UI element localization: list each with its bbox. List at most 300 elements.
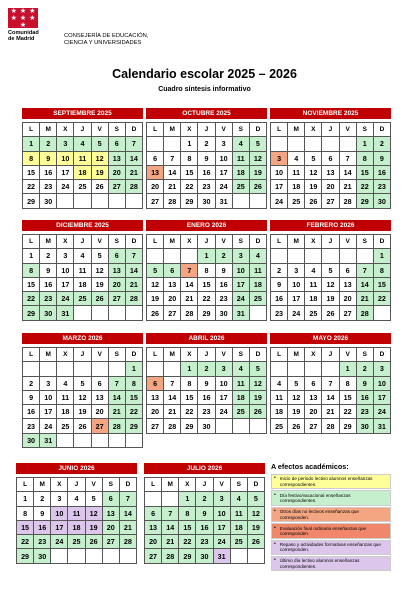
weekday-header: M bbox=[34, 478, 51, 492]
day-cell: 15 bbox=[126, 391, 143, 405]
day-cell: 7 bbox=[126, 249, 143, 263]
weekday-header: D bbox=[374, 123, 391, 137]
day-cell: 13 bbox=[164, 278, 181, 292]
day-cell: 9 bbox=[198, 152, 215, 166]
day-cell: 7 bbox=[340, 152, 357, 166]
day-cell: 9 bbox=[196, 507, 213, 521]
day-cell: 10 bbox=[288, 278, 305, 292]
legend bbox=[271, 462, 391, 572]
day-cell: 25 bbox=[250, 292, 267, 306]
weekday-header: V bbox=[92, 235, 109, 249]
day-cell: 24 bbox=[271, 194, 288, 208]
month-grid bbox=[270, 122, 391, 209]
day-cell: 15 bbox=[17, 521, 34, 535]
empty-cell bbox=[57, 434, 74, 448]
day-cell: 19 bbox=[288, 405, 305, 419]
month-header: JUNIO 2026 bbox=[16, 463, 137, 474]
day-cell: 17 bbox=[51, 521, 68, 535]
month-calendar bbox=[16, 463, 137, 564]
day-cell: 17 bbox=[216, 391, 233, 405]
day-cell: 26 bbox=[250, 405, 267, 419]
day-cell: 29 bbox=[23, 306, 40, 320]
day-cell: 9 bbox=[357, 377, 374, 391]
day-cell: 19 bbox=[248, 521, 265, 535]
day-cell: 22 bbox=[23, 180, 40, 194]
weekday-header: J bbox=[74, 348, 91, 362]
day-cell: 24 bbox=[216, 180, 233, 194]
legend-item bbox=[271, 490, 391, 505]
bullet-icon: • bbox=[274, 540, 276, 547]
day-cell: 2 bbox=[196, 492, 213, 506]
day-cell: 13 bbox=[305, 391, 322, 405]
empty-cell bbox=[68, 549, 85, 563]
day-cell: 26 bbox=[86, 535, 103, 549]
weekday-header: X bbox=[305, 348, 322, 362]
day-cell: 17 bbox=[40, 405, 57, 419]
day-cell: 23 bbox=[198, 405, 215, 419]
weekday-header: J bbox=[322, 235, 339, 249]
empty-cell bbox=[126, 306, 143, 320]
day-cell: 11 bbox=[68, 507, 85, 521]
day-cell: 21 bbox=[181, 292, 198, 306]
weekday-header: X bbox=[57, 235, 74, 249]
day-cell: 28 bbox=[162, 549, 179, 563]
month-grid bbox=[22, 234, 143, 321]
month-header: ABRIL 2026 bbox=[146, 333, 267, 344]
day-cell: 10 bbox=[51, 507, 68, 521]
weekday-header: D bbox=[120, 478, 137, 492]
day-cell: 3 bbox=[57, 137, 74, 151]
day-cell: 27 bbox=[109, 180, 126, 194]
empty-cell bbox=[109, 306, 126, 320]
empty-cell bbox=[288, 362, 305, 376]
day-cell: 19 bbox=[250, 166, 267, 180]
day-cell: 15 bbox=[179, 521, 196, 535]
weekday-header: L bbox=[271, 235, 288, 249]
day-cell: 11 bbox=[288, 166, 305, 180]
empty-cell bbox=[250, 419, 267, 433]
empty-cell bbox=[305, 249, 322, 263]
day-cell: 14 bbox=[162, 521, 179, 535]
month-grid bbox=[22, 122, 143, 209]
weekday-header: V bbox=[214, 478, 231, 492]
day-cell: 7 bbox=[357, 264, 374, 278]
day-cell: 31 bbox=[214, 549, 231, 563]
day-cell: 25 bbox=[233, 180, 250, 194]
empty-cell bbox=[92, 194, 109, 208]
day-cell: 25 bbox=[68, 535, 85, 549]
day-cell: 13 bbox=[322, 166, 339, 180]
day-cell: 29 bbox=[198, 306, 215, 320]
day-cell: 3 bbox=[214, 492, 231, 506]
day-cell: 23 bbox=[271, 306, 288, 320]
month-calendar bbox=[22, 333, 143, 448]
weekday-header: J bbox=[322, 123, 339, 137]
day-cell: 24 bbox=[40, 419, 57, 433]
day-cell: 22 bbox=[198, 292, 215, 306]
day-cell: 5 bbox=[288, 377, 305, 391]
day-cell: 1 bbox=[198, 249, 215, 263]
month-grid bbox=[270, 234, 391, 321]
day-cell: 16 bbox=[196, 521, 213, 535]
weekday-header: D bbox=[250, 348, 267, 362]
day-cell: 15 bbox=[340, 391, 357, 405]
day-cell: 10 bbox=[374, 377, 391, 391]
day-cell: 22 bbox=[340, 405, 357, 419]
day-cell: 1 bbox=[17, 492, 34, 506]
day-cell: 3 bbox=[40, 377, 57, 391]
legend-item bbox=[271, 507, 391, 522]
empty-cell bbox=[92, 434, 109, 448]
day-cell: 28 bbox=[126, 180, 143, 194]
day-cell: 12 bbox=[248, 507, 265, 521]
month-grid bbox=[144, 477, 265, 564]
weekday-header: L bbox=[17, 478, 34, 492]
day-cell: 19 bbox=[92, 278, 109, 292]
legend-text: Inicio de periodo lectivo alumnos enseñanzas correspondientes. bbox=[279, 476, 373, 487]
empty-cell bbox=[233, 194, 250, 208]
day-cell: 16 bbox=[23, 405, 40, 419]
day-cell: 11 bbox=[233, 152, 250, 166]
day-cell: 16 bbox=[34, 521, 51, 535]
day-cell: 1 bbox=[357, 137, 374, 151]
empty-cell bbox=[103, 549, 120, 563]
day-cell: 28 bbox=[120, 535, 137, 549]
day-cell: 17 bbox=[233, 278, 250, 292]
day-cell: 16 bbox=[271, 292, 288, 306]
weekday-header: J bbox=[322, 348, 339, 362]
day-cell: 14 bbox=[322, 391, 339, 405]
day-cell: 26 bbox=[74, 419, 91, 433]
day-cell: 4 bbox=[250, 249, 267, 263]
empty-cell bbox=[164, 137, 181, 151]
day-cell: 12 bbox=[74, 391, 91, 405]
month-grid bbox=[146, 234, 267, 321]
day-cell: 13 bbox=[109, 264, 126, 278]
day-cell: 20 bbox=[147, 180, 164, 194]
month-calendar bbox=[146, 220, 267, 321]
empty-cell bbox=[340, 137, 357, 151]
legend-text: Último día lectivo alumnos enseñanzas correspondientes. bbox=[279, 558, 360, 569]
day-cell: 28 bbox=[164, 419, 181, 433]
day-cell: 3 bbox=[51, 492, 68, 506]
day-cell: 6 bbox=[340, 264, 357, 278]
day-cell: 14 bbox=[126, 152, 143, 166]
day-cell: 4 bbox=[233, 362, 250, 376]
month-header: DICIEMBRE 2025 bbox=[22, 220, 143, 231]
day-cell: 5 bbox=[92, 137, 109, 151]
day-cell: 12 bbox=[288, 391, 305, 405]
month-calendar bbox=[146, 108, 267, 209]
month-calendar bbox=[270, 220, 391, 321]
department-name: CONSEJERÍA DE EDUCACIÓN, CIENCIA Y UNIVERSIDADES bbox=[64, 33, 149, 46]
day-cell: 2 bbox=[34, 492, 51, 506]
day-cell: 20 bbox=[145, 535, 162, 549]
day-cell: 19 bbox=[74, 405, 91, 419]
day-cell: 9 bbox=[23, 391, 40, 405]
day-cell: 18 bbox=[68, 521, 85, 535]
weekday-header: V bbox=[86, 478, 103, 492]
day-cell: 26 bbox=[322, 306, 339, 320]
weekday-header: X bbox=[305, 235, 322, 249]
day-cell: 19 bbox=[322, 292, 339, 306]
weekday-header: V bbox=[340, 235, 357, 249]
day-cell: 20 bbox=[305, 405, 322, 419]
weekday-header: D bbox=[250, 235, 267, 249]
day-cell: 28 bbox=[322, 419, 339, 433]
empty-cell bbox=[271, 249, 288, 263]
empty-cell bbox=[126, 194, 143, 208]
day-cell: 20 bbox=[109, 166, 126, 180]
day-cell: 13 bbox=[145, 521, 162, 535]
weekday-header: S bbox=[357, 235, 374, 249]
day-cell: 4 bbox=[233, 137, 250, 151]
empty-cell bbox=[305, 137, 322, 151]
day-cell: 3 bbox=[233, 249, 250, 263]
day-cell: 8 bbox=[17, 507, 34, 521]
day-cell: 2 bbox=[271, 264, 288, 278]
day-cell: 9 bbox=[198, 377, 215, 391]
weekday-header: M bbox=[40, 235, 57, 249]
day-cell: 14 bbox=[126, 264, 143, 278]
day-cell: 29 bbox=[181, 419, 198, 433]
legend-text: Día festivo/vacacional enseñanzas correspondientes. bbox=[279, 492, 351, 504]
day-cell: 10 bbox=[233, 264, 250, 278]
empty-cell bbox=[374, 306, 391, 320]
weekday-header: V bbox=[216, 235, 233, 249]
day-cell: 25 bbox=[74, 180, 91, 194]
day-cell: 5 bbox=[250, 137, 267, 151]
weekday-header: X bbox=[181, 348, 198, 362]
weekday-header: X bbox=[57, 123, 74, 137]
day-cell: 10 bbox=[214, 507, 231, 521]
empty-cell bbox=[109, 194, 126, 208]
day-cell: 11 bbox=[233, 377, 250, 391]
day-cell: 18 bbox=[74, 166, 91, 180]
day-cell: 23 bbox=[40, 292, 57, 306]
day-cell: 9 bbox=[34, 507, 51, 521]
day-cell: 25 bbox=[57, 419, 74, 433]
day-cell: 28 bbox=[181, 306, 198, 320]
day-cell: 4 bbox=[288, 152, 305, 166]
day-cell: 6 bbox=[305, 377, 322, 391]
weekday-header: S bbox=[109, 123, 126, 137]
day-cell: 26 bbox=[305, 194, 322, 208]
day-cell: 7 bbox=[120, 492, 137, 506]
empty-cell bbox=[40, 362, 57, 376]
day-cell: 18 bbox=[74, 278, 91, 292]
empty-cell bbox=[271, 362, 288, 376]
month-calendar bbox=[22, 220, 143, 321]
legend-text: Repaso y actividades formativas enseñanzas que corresponden. bbox=[279, 541, 381, 553]
day-cell: 12 bbox=[86, 507, 103, 521]
day-cell: 11 bbox=[74, 264, 91, 278]
empty-cell bbox=[288, 137, 305, 151]
day-cell: 10 bbox=[57, 152, 74, 166]
day-cell: 4 bbox=[305, 264, 322, 278]
day-cell: 11 bbox=[305, 278, 322, 292]
day-cell: 4 bbox=[68, 492, 85, 506]
day-cell: 21 bbox=[109, 405, 126, 419]
weekday-header: J bbox=[198, 123, 215, 137]
day-cell: 24 bbox=[51, 535, 68, 549]
weekday-header: S bbox=[233, 348, 250, 362]
day-cell: 1 bbox=[340, 362, 357, 376]
empty-cell bbox=[109, 362, 126, 376]
weekday-header: L bbox=[23, 123, 40, 137]
day-cell: 13 bbox=[147, 391, 164, 405]
day-cell: 7 bbox=[181, 264, 198, 278]
day-cell: 15 bbox=[23, 166, 40, 180]
day-cell: 30 bbox=[196, 549, 213, 563]
bullet-icon: • bbox=[274, 491, 276, 498]
day-cell: 8 bbox=[181, 377, 198, 391]
day-cell: 23 bbox=[357, 405, 374, 419]
day-cell: 22 bbox=[181, 180, 198, 194]
empty-cell bbox=[216, 419, 233, 433]
day-cell: 21 bbox=[126, 166, 143, 180]
weekday-header: J bbox=[74, 235, 91, 249]
day-cell: 27 bbox=[305, 419, 322, 433]
legend-text: Otros días no lectivos enseñanzas que corresponden. bbox=[279, 509, 359, 520]
day-cell: 17 bbox=[57, 278, 74, 292]
day-cell: 24 bbox=[288, 306, 305, 320]
day-cell: 11 bbox=[250, 264, 267, 278]
day-cell: 31 bbox=[216, 194, 233, 208]
weekday-header: D bbox=[374, 348, 391, 362]
day-cell: 18 bbox=[57, 405, 74, 419]
day-cell: 21 bbox=[120, 521, 137, 535]
empty-cell bbox=[57, 194, 74, 208]
weekday-header: V bbox=[340, 123, 357, 137]
day-cell: 6 bbox=[145, 507, 162, 521]
day-cell: 16 bbox=[374, 166, 391, 180]
weekday-header: L bbox=[145, 478, 162, 492]
day-cell: 5 bbox=[322, 264, 339, 278]
day-cell: 27 bbox=[322, 194, 339, 208]
day-cell: 20 bbox=[164, 292, 181, 306]
day-cell: 5 bbox=[86, 492, 103, 506]
day-cell: 15 bbox=[357, 166, 374, 180]
bullet-icon: • bbox=[274, 557, 276, 564]
day-cell: 16 bbox=[40, 166, 57, 180]
day-cell: 22 bbox=[179, 535, 196, 549]
day-cell: 30 bbox=[40, 194, 57, 208]
day-cell: 28 bbox=[357, 306, 374, 320]
empty-cell bbox=[92, 306, 109, 320]
empty-cell bbox=[23, 362, 40, 376]
day-cell: 17 bbox=[57, 166, 74, 180]
day-cell: 18 bbox=[250, 278, 267, 292]
day-cell: 8 bbox=[23, 264, 40, 278]
legend-title: A efectos académicos: bbox=[271, 462, 349, 471]
day-cell: 19 bbox=[305, 180, 322, 194]
day-cell: 22 bbox=[357, 180, 374, 194]
weekday-header: L bbox=[23, 235, 40, 249]
day-cell: 14 bbox=[164, 166, 181, 180]
day-cell: 24 bbox=[57, 292, 74, 306]
month-grid bbox=[146, 122, 267, 209]
day-cell: 5 bbox=[248, 492, 265, 506]
day-cell: 9 bbox=[40, 152, 57, 166]
weekday-header: D bbox=[248, 478, 265, 492]
day-cell: 5 bbox=[305, 152, 322, 166]
day-cell: 20 bbox=[147, 405, 164, 419]
day-cell: 11 bbox=[74, 152, 91, 166]
day-cell: 23 bbox=[196, 535, 213, 549]
weekday-header: M bbox=[40, 348, 57, 362]
empty-cell bbox=[86, 549, 103, 563]
bullet-icon: • bbox=[274, 524, 276, 531]
day-cell: 4 bbox=[57, 377, 74, 391]
day-cell: 23 bbox=[374, 180, 391, 194]
page-subtitle: Cuadro síntesis informativo bbox=[158, 86, 251, 93]
day-cell: 13 bbox=[92, 391, 109, 405]
weekday-header: J bbox=[198, 235, 215, 249]
day-cell: 22 bbox=[17, 535, 34, 549]
weekday-header: J bbox=[198, 348, 215, 362]
day-cell: 24 bbox=[233, 292, 250, 306]
weekday-header: D bbox=[126, 235, 143, 249]
day-cell: 25 bbox=[305, 306, 322, 320]
empty-cell bbox=[162, 492, 179, 506]
day-cell: 25 bbox=[74, 292, 91, 306]
day-cell: 5 bbox=[147, 264, 164, 278]
empty-cell bbox=[57, 362, 74, 376]
day-cell: 13 bbox=[103, 507, 120, 521]
empty-cell bbox=[74, 434, 91, 448]
day-cell: 12 bbox=[250, 152, 267, 166]
empty-cell bbox=[233, 419, 250, 433]
day-cell: 18 bbox=[288, 180, 305, 194]
day-cell: 19 bbox=[250, 391, 267, 405]
month-header: FEBRERO 2026 bbox=[270, 220, 391, 231]
day-cell: 13 bbox=[147, 166, 164, 180]
day-cell: 8 bbox=[23, 152, 40, 166]
day-cell: 5 bbox=[74, 377, 91, 391]
day-cell: 17 bbox=[374, 391, 391, 405]
month-header: MAYO 2026 bbox=[270, 333, 391, 344]
day-cell: 17 bbox=[271, 180, 288, 194]
day-cell: 2 bbox=[198, 137, 215, 151]
day-cell: 3 bbox=[216, 362, 233, 376]
day-cell: 1 bbox=[179, 492, 196, 506]
day-cell: 15 bbox=[181, 391, 198, 405]
day-cell: 15 bbox=[198, 278, 215, 292]
month-calendar bbox=[270, 108, 391, 209]
day-cell: 1 bbox=[374, 249, 391, 263]
day-cell: 25 bbox=[271, 419, 288, 433]
day-cell: 28 bbox=[109, 419, 126, 433]
month-header: ENERO 2026 bbox=[146, 220, 267, 231]
day-cell: 30 bbox=[23, 434, 40, 448]
day-cell: 7 bbox=[164, 377, 181, 391]
legend-item bbox=[271, 556, 391, 571]
day-cell: 31 bbox=[57, 306, 74, 320]
weekday-header: J bbox=[74, 123, 91, 137]
day-cell: 27 bbox=[164, 306, 181, 320]
day-cell: 30 bbox=[198, 194, 215, 208]
day-cell: 5 bbox=[92, 249, 109, 263]
day-cell: 6 bbox=[103, 492, 120, 506]
day-cell: 1 bbox=[181, 137, 198, 151]
day-cell: 15 bbox=[374, 278, 391, 292]
day-cell: 16 bbox=[198, 166, 215, 180]
day-cell: 14 bbox=[109, 391, 126, 405]
legend-item bbox=[271, 474, 391, 489]
day-cell: 23 bbox=[23, 419, 40, 433]
month-calendar bbox=[146, 333, 267, 434]
